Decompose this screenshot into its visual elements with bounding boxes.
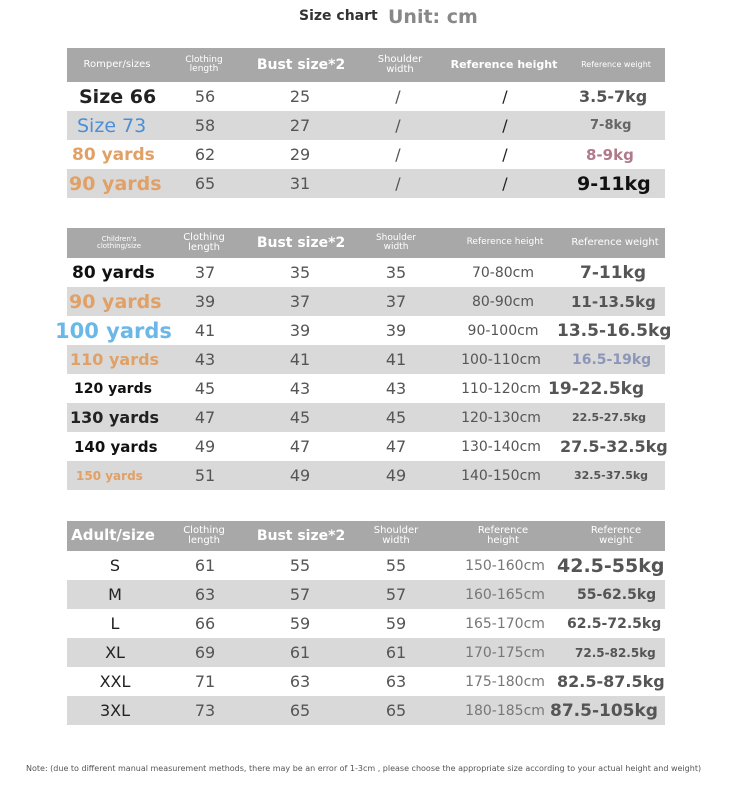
shoulder-value: 47 bbox=[385, 437, 407, 456]
shoulder-value: / bbox=[395, 87, 401, 106]
height-value: 70-80cm bbox=[471, 264, 534, 281]
bust-value: 35 bbox=[289, 263, 311, 282]
size-label: 80 yards bbox=[72, 144, 155, 165]
header-length: Clothing length bbox=[183, 231, 225, 253]
header-length: Clothing length bbox=[185, 54, 223, 74]
height-value: / bbox=[502, 174, 508, 193]
weight-value: 7-8kg bbox=[590, 118, 632, 133]
header-shoulder: Shoulder width bbox=[373, 524, 419, 546]
header-shoulder: Shoulder width bbox=[377, 53, 423, 75]
table-row bbox=[67, 638, 665, 667]
height-value: 130-140cm bbox=[461, 438, 541, 455]
size-label: 90 yards bbox=[69, 172, 162, 195]
height-value: 90-100cm bbox=[467, 322, 539, 339]
table-row bbox=[67, 287, 665, 316]
bust-value: 45 bbox=[289, 408, 311, 427]
size-label: 3XL bbox=[99, 701, 131, 720]
height-value: 80-90cm bbox=[471, 293, 534, 310]
header-size: Adult/size bbox=[71, 526, 155, 545]
page-title: Size chart bbox=[299, 8, 378, 24]
length-value: 49 bbox=[194, 437, 216, 456]
bust-value: 47 bbox=[289, 437, 311, 456]
table-row bbox=[67, 461, 665, 490]
weight-value: 87.5-105kg bbox=[550, 700, 658, 721]
chart-title bbox=[0, 6, 748, 32]
size-label: L bbox=[110, 614, 120, 633]
length-value: 45 bbox=[194, 379, 216, 398]
adult-size-table bbox=[67, 521, 665, 725]
length-value: 62 bbox=[194, 145, 216, 164]
length-value: 43 bbox=[194, 350, 216, 369]
bust-value: 63 bbox=[289, 672, 311, 691]
bust-value: 57 bbox=[289, 585, 311, 604]
bust-value: 29 bbox=[289, 145, 311, 164]
weight-value: 9-11kg bbox=[577, 172, 651, 195]
bust-value: 65 bbox=[289, 701, 311, 720]
shoulder-value: 57 bbox=[385, 585, 407, 604]
length-value: 66 bbox=[194, 614, 216, 633]
header-length: Clothing length bbox=[183, 524, 225, 546]
header-size: Romper/sizes bbox=[83, 58, 151, 70]
shoulder-value: / bbox=[395, 174, 401, 193]
shoulder-value: 61 bbox=[385, 643, 407, 662]
header-weight: Reference weight bbox=[581, 59, 651, 69]
table-header bbox=[67, 521, 665, 551]
height-value: 180-185cm bbox=[465, 702, 545, 719]
table-row bbox=[67, 403, 665, 432]
size-label: Size 66 bbox=[79, 85, 157, 108]
height-value: 170-175cm bbox=[465, 644, 545, 661]
bust-value: 31 bbox=[289, 174, 311, 193]
size-label: XL bbox=[105, 643, 125, 662]
weight-value: 55-62.5kg bbox=[577, 586, 657, 603]
length-value: 39 bbox=[194, 292, 216, 311]
weight-value: 13.5-16.5kg bbox=[557, 320, 672, 341]
height-value: 160-165cm bbox=[465, 586, 545, 603]
header-size: Children's clothing/size bbox=[96, 234, 141, 250]
header-weight: Reference weight bbox=[590, 524, 642, 546]
header-shoulder: Shoulder width bbox=[375, 232, 417, 252]
weight-value: 82.5-87.5kg bbox=[557, 672, 665, 691]
table-row bbox=[67, 374, 665, 403]
size-label: S bbox=[109, 556, 121, 575]
header-bust: Bust size*2 bbox=[256, 56, 346, 73]
height-value: 110-120cm bbox=[461, 380, 541, 397]
shoulder-value: 45 bbox=[385, 408, 407, 427]
table-row bbox=[67, 345, 665, 374]
height-value: 165-170cm bbox=[465, 615, 545, 632]
table-row bbox=[67, 432, 668, 461]
height-value: / bbox=[502, 87, 508, 106]
bust-value: 61 bbox=[289, 643, 311, 662]
bust-value: 37 bbox=[289, 292, 311, 311]
measurement-note: Note: (due to different manual measurement methods, there may be an error of 1-3cm , please choose the appropriate size according to your actual height and weight) bbox=[26, 764, 702, 773]
weight-value: 27.5-32.5kg bbox=[560, 437, 668, 456]
size-label: XXL bbox=[99, 672, 131, 691]
bust-value: 49 bbox=[289, 466, 311, 485]
size-label: 110 yards bbox=[70, 350, 160, 369]
bust-value: 39 bbox=[289, 321, 311, 340]
size-label: M bbox=[108, 585, 122, 604]
weight-value: 16.5-19kg bbox=[572, 351, 652, 368]
size-label: 80 yards bbox=[72, 262, 155, 283]
table-row bbox=[67, 111, 665, 140]
size-label: 120 yards bbox=[74, 380, 152, 397]
length-value: 63 bbox=[194, 585, 216, 604]
bust-value: 55 bbox=[289, 556, 311, 575]
shoulder-value: 63 bbox=[385, 672, 407, 691]
table-row bbox=[67, 580, 665, 609]
length-value: 65 bbox=[194, 174, 216, 193]
shoulder-value: 37 bbox=[385, 292, 407, 311]
table-row bbox=[67, 169, 665, 198]
table-row bbox=[67, 667, 665, 696]
bust-value: 43 bbox=[289, 379, 311, 398]
size-label: 140 yards bbox=[74, 437, 158, 456]
bust-value: 25 bbox=[289, 87, 311, 106]
shoulder-value: 41 bbox=[385, 350, 407, 369]
weight-value: 72.5-82.5kg bbox=[575, 645, 656, 660]
bust-value: 27 bbox=[289, 116, 311, 135]
header-height: Reference height bbox=[477, 524, 529, 546]
shoulder-value: 49 bbox=[385, 466, 407, 485]
shoulder-value: 59 bbox=[385, 614, 407, 633]
header-height: Reference height bbox=[450, 58, 558, 72]
table-header bbox=[67, 48, 665, 82]
bust-value: 59 bbox=[289, 614, 311, 633]
length-value: 61 bbox=[194, 556, 216, 575]
height-value: 140-150cm bbox=[461, 467, 541, 484]
weight-value: 19-22.5kg bbox=[548, 378, 645, 399]
shoulder-value: / bbox=[395, 145, 401, 164]
table-row bbox=[55, 316, 672, 345]
weight-value: 32.5-37.5kg bbox=[574, 469, 649, 482]
size-label: 130 yards bbox=[70, 408, 160, 427]
length-value: 73 bbox=[194, 701, 216, 720]
unit-label: Unit: cm bbox=[388, 6, 478, 28]
table-row bbox=[67, 551, 665, 580]
children-size-table bbox=[55, 228, 672, 490]
romper-size-table bbox=[67, 48, 665, 198]
weight-value: 22.5-27.5kg bbox=[572, 411, 647, 424]
weight-value: 11-13.5kg bbox=[571, 292, 656, 311]
length-value: 71 bbox=[194, 672, 216, 691]
size-label: 90 yards bbox=[69, 290, 162, 313]
height-value: / bbox=[502, 116, 508, 135]
length-value: 69 bbox=[194, 643, 216, 662]
table-row bbox=[67, 82, 665, 111]
size-label: 150 yards bbox=[76, 468, 143, 483]
weight-value: 3.5-7kg bbox=[579, 87, 648, 106]
shoulder-value: / bbox=[395, 116, 401, 135]
length-value: 58 bbox=[194, 116, 216, 135]
height-value: 175-180cm bbox=[465, 673, 545, 690]
table-row bbox=[67, 609, 665, 638]
table-row bbox=[67, 140, 665, 169]
length-value: 41 bbox=[194, 321, 216, 340]
shoulder-value: 39 bbox=[385, 321, 407, 340]
header-weight: Reference weight bbox=[571, 236, 659, 248]
weight-value: 8-9kg bbox=[586, 145, 634, 164]
height-value: 120-130cm bbox=[461, 409, 541, 426]
shoulder-value: 43 bbox=[385, 379, 407, 398]
length-value: 56 bbox=[194, 87, 216, 106]
height-value: 150-160cm bbox=[465, 557, 545, 574]
bust-value: 41 bbox=[289, 350, 311, 369]
table-row bbox=[67, 696, 665, 725]
weight-value: 7-11kg bbox=[580, 262, 647, 283]
shoulder-value: 65 bbox=[385, 701, 407, 720]
length-value: 37 bbox=[194, 263, 216, 282]
header-bust: Bust size*2 bbox=[256, 234, 346, 251]
weight-value: 42.5-55kg bbox=[557, 554, 665, 577]
header-bust: Bust size*2 bbox=[256, 527, 346, 544]
length-value: 47 bbox=[194, 408, 216, 427]
header-height: Reference height bbox=[466, 237, 544, 248]
size-label: Size 73 bbox=[77, 114, 147, 137]
shoulder-value: 35 bbox=[385, 263, 407, 282]
table-header bbox=[67, 228, 665, 258]
shoulder-value: 55 bbox=[385, 556, 407, 575]
length-value: 51 bbox=[194, 466, 216, 485]
weight-value: 62.5-72.5kg bbox=[567, 615, 662, 632]
size-label: 100 yards bbox=[55, 318, 172, 343]
height-value: / bbox=[502, 145, 508, 164]
table-row bbox=[67, 258, 665, 287]
height-value: 100-110cm bbox=[461, 351, 541, 368]
